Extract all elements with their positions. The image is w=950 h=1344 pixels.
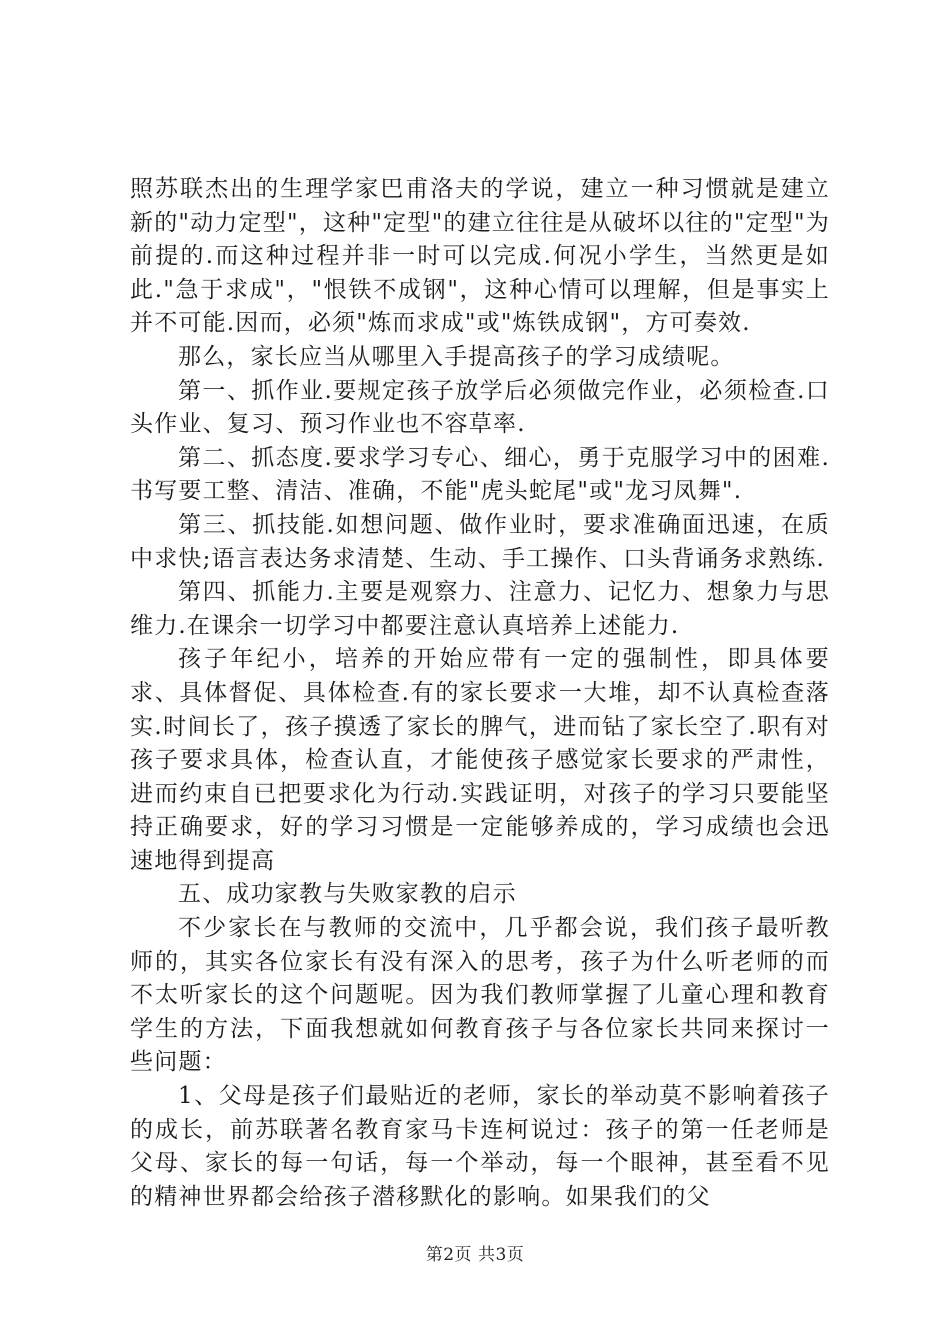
document-body (130, 173, 830, 1214)
paragraph-question: 那么，家长应当从哪里入手提高孩子的学习成绩呢。 (178, 343, 735, 370)
paragraph-skills: 第三、抓技能.如想问题、做作业时，要求准确面迅速，在质中求快;语言表达务求清楚、生动、手工操作、口头背诵务求熟练. (130, 511, 830, 572)
paragraph-abilities: 第四、抓能力.主要是观察力、注意力、记忆力、想象力与思维力.在课余一切学习中都要注意认真培养上述能力. (130, 579, 830, 639)
paragraph-teacher-exchange: 不少家长在与教师的交流中，几乎都会说，我们孩子最听教师的，其实各位家长有没有深入的思考，孩子为什么听老师的而不太听家长的这个问题呢。因为我们教师掌握了儿童心理和教育学生的方法，下面我想就如何教育孩子与各位家长共同来探讨一些问题： (130, 915, 830, 1076)
paragraph-homework: 第一、抓作业.要规定孩子放学后必须做完作业，必须检查.口头作业、复习、预习作业也不容草率. (130, 377, 830, 438)
page-number-footer: 第2页 共3页 (425, 1245, 525, 1265)
section-heading-five: 五、成功家教与失败家教的启示 (178, 881, 517, 908)
paragraph-pavlov-habit: 照苏联杰出的生理学家巴甫洛夫的学说，建立一种习惯就是建立新的"动力定型"，这种"定型"的建立往往是从破坏以往的"定型"为前提的.而这种过程并非一时可以完成.何况小学生，当然更是如此."急于求成"，"恨铁不成钢"，这种心情可以理解，但是事实上并不可能.因而，必须"炼而求成"或"炼铁成钢"，方可奏效. (130, 176, 830, 337)
paragraph-attitude: 第二、抓态度.要求学习专心、细心，勇于克服学习中的困难.书写要工整、清洁、准确，不能"虎头蛇尾"或"龙习凤舞". (130, 444, 830, 505)
paragraph-enforcement: 孩子年纪小，培养的开始应带有一定的强制性，即具体要求、具体督促、具体检查.有的家长要求一大堆，却不认真检查落实.时间长了，孩子摸透了家长的脾气，进而钻了家长空了.职有对孩子要求具体，检查认直，才能使孩子感觉家长要求的严肃性，进而约束自已把要求化为行动.实践证明，对孩子的学习只要能坚持正确要求，好的学习习惯是一定能够养成的，学习成绩也会迅速地得到提高 (130, 646, 830, 874)
paragraph-parents-teachers: 1、父母是孩子们最贴近的老师，家长的举动莫不影响着孩子的成长，前苏联著名教育家马卡连柯说过：孩子的第一任老师是父母、家长的每一句话，每一个举动，每一个眼神，甚至看不见的精神世界都会给孩子潜移默化的影响。如果我们的父 (130, 1083, 830, 1210)
